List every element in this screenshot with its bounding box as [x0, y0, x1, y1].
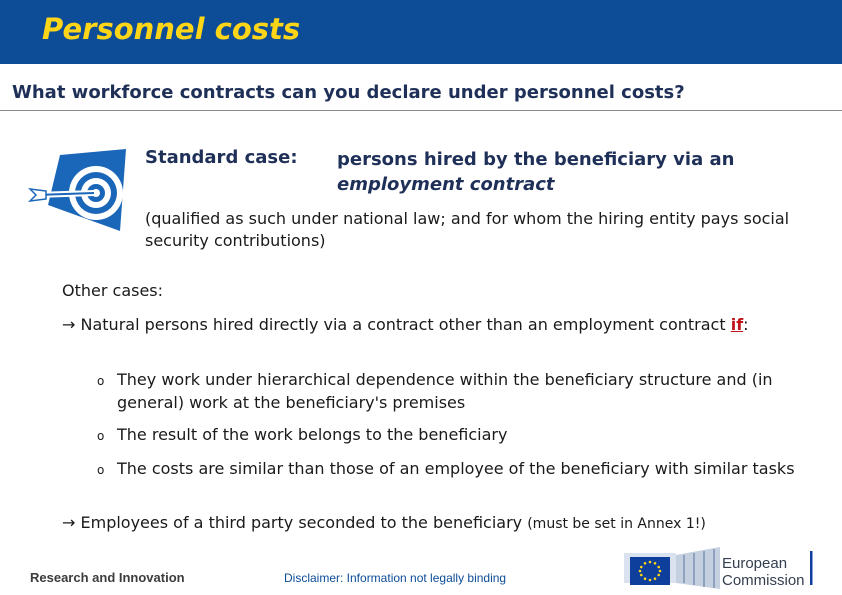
condition-item: [97, 458, 817, 481]
other-cases-label: Other cases:: [62, 281, 164, 300]
logo-line-commission: Commission: [722, 572, 805, 589]
annex-note: (must be set in Annex 1!): [527, 516, 706, 532]
employment-contract-emphasis: employment contract: [337, 174, 555, 195]
condition-item: [97, 424, 817, 447]
footer-research-innovation: Research and Innovation: [30, 570, 185, 585]
standard-case-label: Standard case:: [145, 147, 298, 168]
condition-item: [97, 369, 817, 414]
target-arrow-icon: [28, 145, 128, 237]
divider: [0, 110, 842, 111]
standard-case-description: persons hired by the beneficiary via an: [337, 149, 735, 170]
colon: :: [743, 315, 749, 334]
bullet-marker: o: [97, 463, 105, 477]
logo-line-european: European: [722, 555, 788, 572]
seconded-text: Employees of a third party seconded to the beneficiary: [80, 513, 523, 532]
bullet-marker: o: [97, 374, 105, 388]
condition-text: The result of the work belongs to the beneficiary: [117, 425, 508, 444]
natural-persons-item: [62, 314, 802, 336]
standard-case-text: [337, 147, 734, 197]
footer-disclaimer: Disclaimer: Information not legally binding: [284, 571, 507, 585]
condition-text: The costs are similar than those of an employee of the beneficiary with similar tasks: [117, 459, 795, 478]
seconded-employees-item: [62, 512, 822, 535]
if-condition-word: if: [730, 315, 744, 334]
natural-persons-text: Natural persons hired directly via a contract other than an employment contract: [80, 315, 726, 334]
page-title: Personnel costs: [42, 12, 301, 46]
arrow-marker: →: [62, 513, 76, 532]
section-question: What workforce contracts can you declare under personnel costs?: [12, 82, 685, 103]
arrow-marker: →: [62, 315, 76, 334]
header-bar: [0, 0, 842, 64]
condition-text: They work under hierarchical dependence within the beneficiary structure and (in general) work at the beneficiary's premises: [117, 370, 773, 412]
bullet-marker: o: [97, 429, 105, 443]
commission-wordmark: [722, 555, 805, 589]
standard-case-qualification: (qualified as such under national law; and for whom the hiring entity pays social security contributions): [145, 209, 790, 250]
